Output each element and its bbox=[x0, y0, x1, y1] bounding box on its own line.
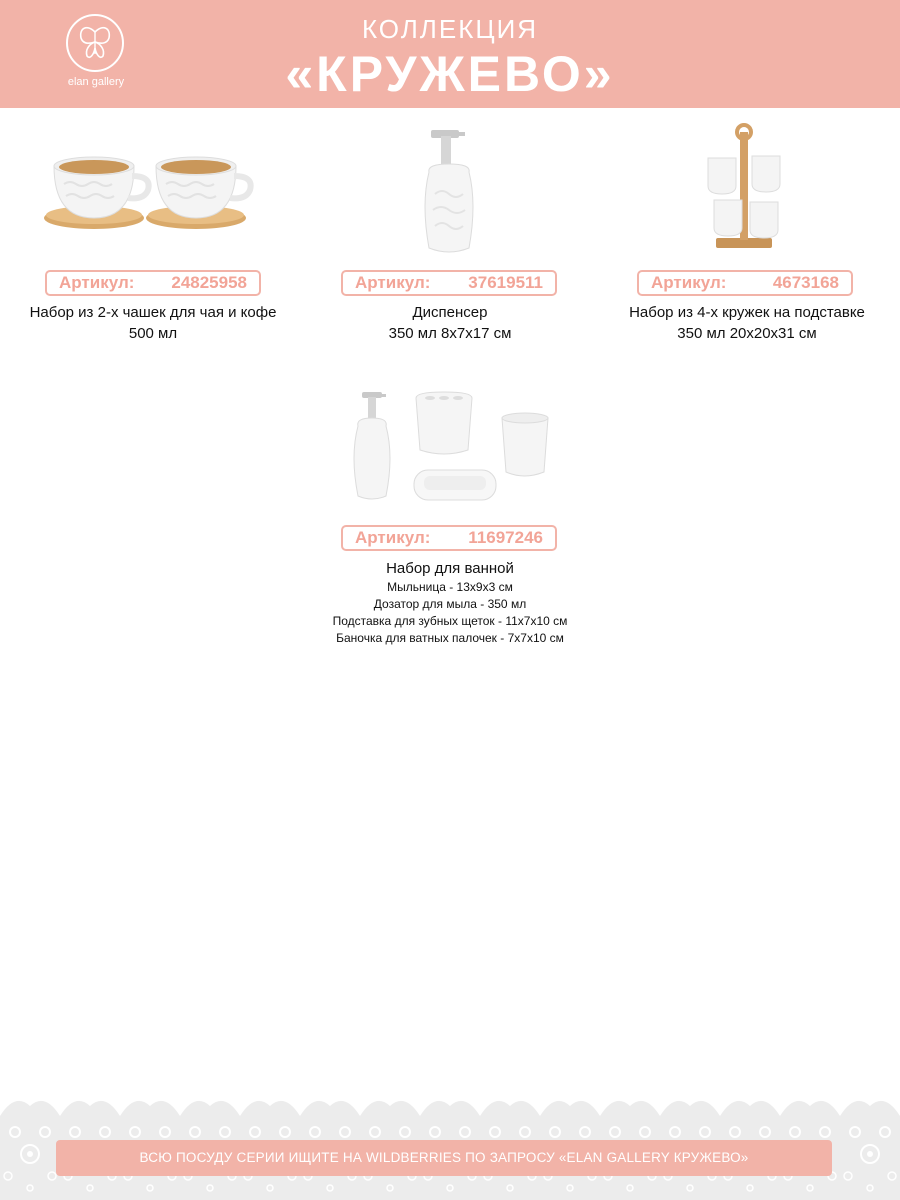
sku-badge bbox=[341, 270, 557, 296]
sku-label: Артикул: bbox=[59, 273, 135, 292]
toothbrush-holder bbox=[416, 392, 472, 454]
product-description bbox=[297, 558, 603, 647]
product-description bbox=[297, 302, 603, 344]
bathroom-set-image bbox=[344, 386, 556, 514]
dispenser-image bbox=[405, 124, 495, 260]
brand-name: elan gallery bbox=[67, 76, 125, 88]
footer-banner: ВСЮ ПОСУДУ СЕРИИ ИЩИТЕ НА WILDBERRIES ПО ЗАПРОСУ «ELAN GALLERY КРУЖЕВО» bbox=[56, 1140, 832, 1176]
product-description bbox=[594, 302, 900, 344]
sku-number: 4673168 bbox=[772, 273, 839, 292]
detail-line: Мыльница - 13х9х3 см bbox=[387, 580, 513, 594]
soap-dish bbox=[414, 470, 496, 500]
collection-subtitle: КОЛЛЕКЦИЯ bbox=[361, 14, 539, 44]
dispenser-small bbox=[354, 392, 390, 499]
product-description bbox=[0, 302, 306, 344]
sku-number: 24825958 bbox=[171, 273, 247, 292]
product-name: Набор из 4-х кружек на подставке bbox=[629, 304, 865, 321]
product-size: 500 мл bbox=[128, 325, 178, 342]
sku-label: Артикул: bbox=[651, 273, 727, 292]
product-size: 350 мл 8х7х17 см bbox=[388, 325, 512, 342]
product-name: Набор из 2-х чашек для чая и кофе bbox=[29, 304, 277, 321]
cups-set-image bbox=[36, 140, 266, 240]
detail-line: Подставка для зубных щеток - 11х7х10 см bbox=[332, 614, 568, 628]
sku-label: Артикул: bbox=[355, 273, 431, 292]
collection-title: «КРУЖЕВО» bbox=[285, 46, 615, 102]
sku-badge bbox=[637, 270, 853, 296]
mug-tree-image bbox=[700, 122, 796, 252]
sku-badge bbox=[341, 525, 557, 551]
product-name: Диспенсер bbox=[412, 304, 488, 321]
sku-label: Артикул: bbox=[355, 528, 431, 547]
sku-badge bbox=[45, 270, 261, 296]
sku-number: 37619511 bbox=[468, 273, 543, 292]
sku-number: 11697246 bbox=[468, 528, 543, 547]
cotton-jar bbox=[502, 413, 548, 476]
header-banner bbox=[0, 0, 900, 108]
detail-line: Баночка для ватных палочек - 7х7х10 см bbox=[336, 631, 564, 645]
product-name: Набор для ванной bbox=[386, 560, 514, 577]
cup-left bbox=[44, 157, 149, 229]
product-size: 350 мл 20х20х31 см bbox=[677, 325, 817, 342]
detail-line: Дозатор для мыла - 350 мл bbox=[373, 597, 527, 611]
cup-right bbox=[146, 157, 251, 229]
